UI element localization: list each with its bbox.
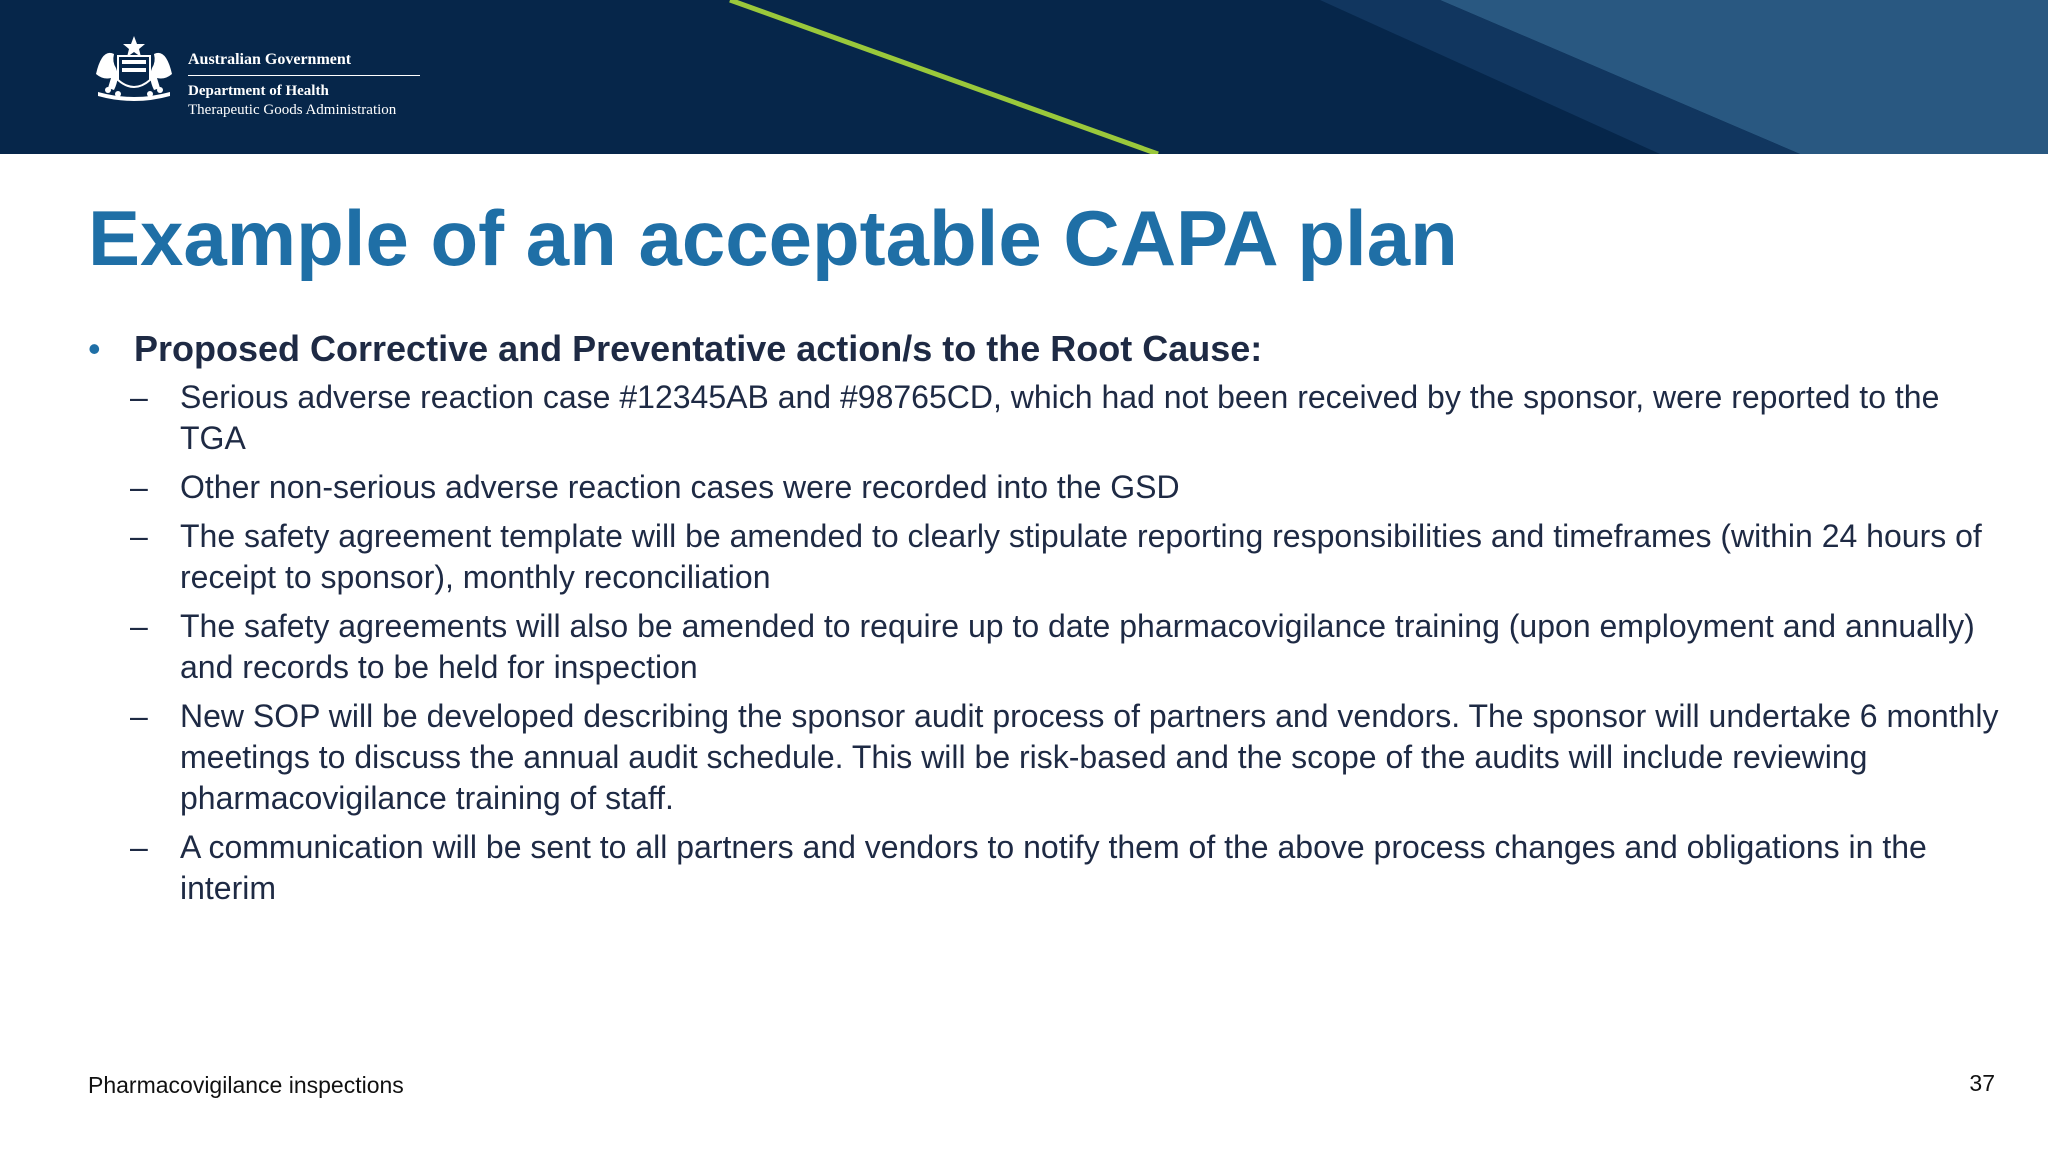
- sub-bullet-item: [88, 696, 2008, 819]
- sub-bullet-item: [88, 606, 2008, 688]
- sub-bullet-text: The safety agreement template will be amended to clearly stipulate reporting responsibilities and timeframes (within 24 hours of receipt to sponsor), monthly reconciliation: [180, 518, 1982, 595]
- department-line: Department of Health: [188, 83, 329, 99]
- dash-icon: –: [130, 379, 148, 415]
- sub-bullet-text: Serious adverse reaction case #12345AB and #98765CD, which had not been received by the sponsor, were reported to the TGA: [180, 379, 1940, 456]
- slide-body: [88, 325, 2008, 917]
- sub-bullet-item: [88, 516, 2008, 598]
- australian-government-logo: [88, 30, 428, 130]
- sub-bullet-item: [88, 827, 2008, 909]
- agency-line: Therapeutic Goods Administration: [188, 102, 397, 118]
- main-bullet-text: Proposed Corrective and Preventative action/s to the Root Cause:: [134, 328, 1263, 369]
- sub-bullet-text: A communication will be sent to all partners and vendors to notify them of the above process changes and obligations in the interim: [180, 829, 1927, 906]
- page-number: 37: [1969, 1070, 1995, 1096]
- logo-divider: [188, 75, 420, 76]
- dash-icon: –: [130, 608, 148, 644]
- coat-of-arms-icon: [88, 34, 180, 104]
- sub-bullet-list: [88, 377, 2008, 909]
- slide-title: Example of an acceptable CAPA plan: [88, 194, 1458, 282]
- main-bullet: [88, 325, 2008, 373]
- dash-icon: –: [130, 698, 148, 734]
- slide-header-banner: [0, 0, 2048, 154]
- sub-bullet-text: Other non-serious adverse reaction cases were recorded into the GSD: [180, 469, 1180, 505]
- sub-bullet-text: The safety agreements will also be amended to require up to date pharmacovigilance training (upon employment and annually) and records to be held for inspection: [180, 608, 1975, 685]
- dash-icon: –: [130, 469, 148, 505]
- logo-text-block: [188, 50, 428, 120]
- footer-label: Pharmacovigilance inspections: [88, 1072, 404, 1098]
- dash-icon: –: [130, 518, 148, 554]
- bullet-icon: •: [88, 328, 101, 369]
- org-name-line: Australian Government: [188, 51, 352, 68]
- sub-bullet-text: New SOP will be developed describing the sponsor audit process of partners and vendors. The sponsor will undertake 6 monthly meetings to discuss the annual audit schedule. This will be risk-based and the scope of the audits will include reviewing pharmacovigilance training of staff.: [180, 698, 1999, 816]
- sub-bullet-item: [88, 467, 2008, 508]
- sub-bullet-item: [88, 377, 2008, 459]
- dash-icon: –: [130, 829, 148, 865]
